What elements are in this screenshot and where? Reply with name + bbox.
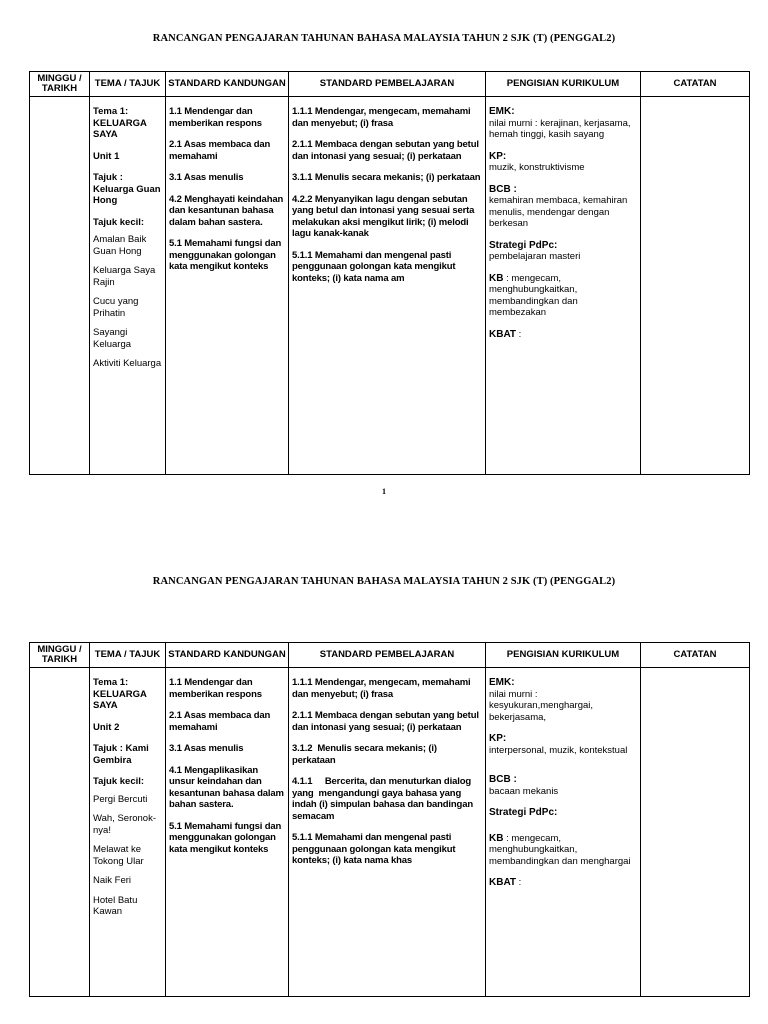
minggu-cell <box>30 668 90 997</box>
header-pengisian: PENGISIAN KURIKULUM <box>486 72 641 97</box>
pengisian-text: : <box>518 328 522 340</box>
tajuk-kecil-item: Keluarga Saya Rajin <box>93 265 156 288</box>
sk-item: 2.1 Asas membaca dan memahami <box>169 710 271 733</box>
sk-item: 5.1 Memahami fungsi dan menggunakan golongan kata mengikut konteks <box>169 238 282 272</box>
pengisian-label: Strategi PdPc: <box>489 807 558 818</box>
sk-item: 3.1 Asas menulis <box>169 743 244 754</box>
page-2-title: RANCANGAN PENGAJARAN TAHUNAN BAHASA MALAYSIA TAHUN 2 SJK (T) (PENGGAL2) <box>152 576 616 587</box>
sk-item: 4.2 Menghayati keindahan dan kesantunan bahasa dalam bahan sastera. <box>169 193 284 228</box>
tema-cell <box>90 668 166 997</box>
pengisian-text: muzik, konstruktivisme <box>489 162 585 173</box>
sk-item: 3.1 Asas menulis <box>169 172 244 183</box>
pengisian-label: KP: <box>489 150 507 162</box>
pengisian-label: Strategi PdPc: <box>489 239 558 251</box>
page-number: 1 <box>382 487 386 496</box>
sp-item: 2.1.1 Membaca dengan sebutan yang betul dan intonasi yang sesuai; (i) perkataan <box>292 710 479 733</box>
sk-item: 2.1 Asas membaca dan memahami <box>169 139 271 162</box>
tajuk-kecil-item: Wah, Seronok-nya! <box>93 813 157 836</box>
table-row <box>30 668 750 997</box>
sp-item: 5.1.1 Memahami dan mengenal pasti penggunaan golongan kata mengikut konteks; (i) kata nama am <box>292 249 456 284</box>
header-minggu: MINGGU / TARIKH <box>30 72 90 97</box>
pengisian-label: EMK: <box>489 106 515 117</box>
header-tema: TEMA / TAJUK <box>90 72 166 97</box>
pengisian-label: KB <box>489 272 504 284</box>
pengisian-text: bacaan mekanis <box>489 785 559 797</box>
pengisian-text: nilai murni : kesyukuran,menghargai, bekerjasama, <box>489 688 594 723</box>
pengisian-cell <box>486 668 641 997</box>
header-standard-pembelajaran: STANDARD PEMBELAJARAN <box>289 643 486 668</box>
standard-pembelajaran-cell <box>289 668 486 997</box>
table-header-row <box>30 72 750 97</box>
sk-item: 1.1 Mendengar dan memberikan respons <box>169 106 262 129</box>
page-2-plan-table <box>29 642 750 997</box>
tajuk-kecil-item: Aktiviti Keluarga <box>93 358 162 369</box>
sp-item: 4.2.2 Menyanyikan lagu dengan sebutan yang betul dan intonasi yang sesuai serta melakukan aksi mengikut lirik; (i) melodi lagu kanak-kanak <box>292 193 475 239</box>
tajuk-kecil-item: Melawat ke Tokong Ular <box>93 844 144 867</box>
standard-kandungan-cell <box>166 97 289 475</box>
sp-item: 3.1.2 Menulis secara mekanis; (i) perkataan <box>292 743 452 766</box>
pengisian-text: : <box>518 877 522 888</box>
pengisian-label: KBAT <box>489 877 517 888</box>
pengisian-text: kemahiran membaca, kemahiran menulis, mendengar dengan berkesan <box>489 195 628 229</box>
tajuk-label: Tajuk : Kami Gembira <box>93 743 149 766</box>
table-row <box>30 97 750 475</box>
catatan-cell <box>641 97 750 475</box>
pengisian-cell <box>486 97 641 475</box>
table-header-row <box>30 643 750 668</box>
sp-item: 1.1.1 Mendengar, mengecam, memahami dan menyebut; (i) frasa <box>292 106 471 129</box>
pengisian-label: BCB : <box>489 183 517 195</box>
sk-item: 4.1 Mengaplikasikan unsur keindahan dan kesantunan bahasa dalam bahan sastera. <box>169 764 284 810</box>
tajuk-label: Tajuk : Keluarga Guan Hong <box>93 172 161 206</box>
tajuk-kecil-item: Pergi Bercuti <box>93 793 148 805</box>
header-standard-kandungan: STANDARD KANDUNGAN <box>166 72 289 97</box>
tema-label: Tema 1: KELUARGA SAYA <box>93 106 147 140</box>
tajuk-kecil-item: Amalan Baik Guan Hong <box>93 234 147 257</box>
pengisian-text: nilai murni : kerajinan, kerjasama, hemah tinggi, kasih sayang <box>489 117 631 140</box>
pengisian-label: KB <box>489 832 504 844</box>
pengisian-label: BCB : <box>489 774 517 785</box>
sp-item: 5.1.1 Memahami dan mengenal pasti penggunaan golongan kata mengikut konteks; (i) kata nama khas <box>292 832 456 866</box>
page-1-title: RANCANGAN PENGAJARAN TAHUNAN BAHASA MALAYSIA TAHUN 2 SJK (T) (PENGGAL2) <box>152 33 616 44</box>
header-pengisian: PENGISIAN KURIKULUM <box>486 643 641 668</box>
sp-item: 1.1.1 Mendengar, mengecam, memahami dan menyebut; (i) frasa <box>292 677 471 700</box>
header-minggu: MINGGU / TARIKH <box>30 643 90 668</box>
tema-label: Tema 1: KELUARGA SAYA <box>93 677 147 711</box>
catatan-cell <box>641 668 750 997</box>
pengisian-label: EMK: <box>489 677 515 688</box>
sk-item: 5.1 Memahami fungsi dan menggunakan golongan kata mengikut konteks <box>169 820 282 855</box>
header-standard-kandungan: STANDARD KANDUNGAN <box>166 643 289 668</box>
unit-label: Unit 2 <box>93 721 120 733</box>
header-catatan: CATATAN <box>641 72 750 97</box>
sp-item: 4.1.1 Bercerita, dan menuturkan dialog yang mengandungi gaya bahasa yang indah (i) simpulan bahasa dan bandingan semacam <box>292 776 476 822</box>
unit-label: Unit 1 <box>93 150 120 162</box>
pengisian-label: KBAT <box>489 328 517 340</box>
tajuk-kecil-item: Cucu yang Prihatin <box>93 296 139 319</box>
sp-item: 3.1.1 Menulis secara mekanis; (i) perkataan <box>292 172 481 183</box>
header-standard-pembelajaran: STANDARD PEMBELAJARAN <box>289 72 486 97</box>
pengisian-text: : mengecam, menghubungkaitkan, membandingkan dan membezakan <box>489 272 578 318</box>
standard-kandungan-cell <box>166 668 289 997</box>
header-tema: TEMA / TAJUK <box>90 643 166 668</box>
tajuk-kecil-item: Sayangi Keluarga <box>93 327 132 350</box>
sk-item: 1.1 Mendengar dan memberikan respons <box>169 677 262 700</box>
tajuk-kecil-label: Tajuk kecil: <box>93 216 145 228</box>
header-catatan: CATATAN <box>641 643 750 668</box>
tema-cell <box>90 97 166 475</box>
pengisian-label: KP: <box>489 733 507 744</box>
tajuk-kecil-label: Tajuk kecil: <box>93 776 145 787</box>
pengisian-text: pembelajaran masteri <box>489 251 581 262</box>
sp-item: 2.1.1 Membaca dengan sebutan yang betul dan intonasi yang sesuai; (i) perkataan <box>292 139 479 162</box>
tajuk-kecil-item: Hotel Batu Kawan <box>93 894 138 917</box>
tajuk-kecil-item: Naik Feri <box>93 875 132 886</box>
minggu-cell <box>30 97 90 475</box>
pengisian-text: : mengecam, menghubungkaitkan, membandingkan dan menghargai <box>489 832 631 867</box>
page-1-plan-table <box>29 71 750 475</box>
standard-pembelajaran-cell <box>289 97 486 475</box>
pengisian-text: interpersonal, muzik, kontekstual <box>489 744 628 756</box>
